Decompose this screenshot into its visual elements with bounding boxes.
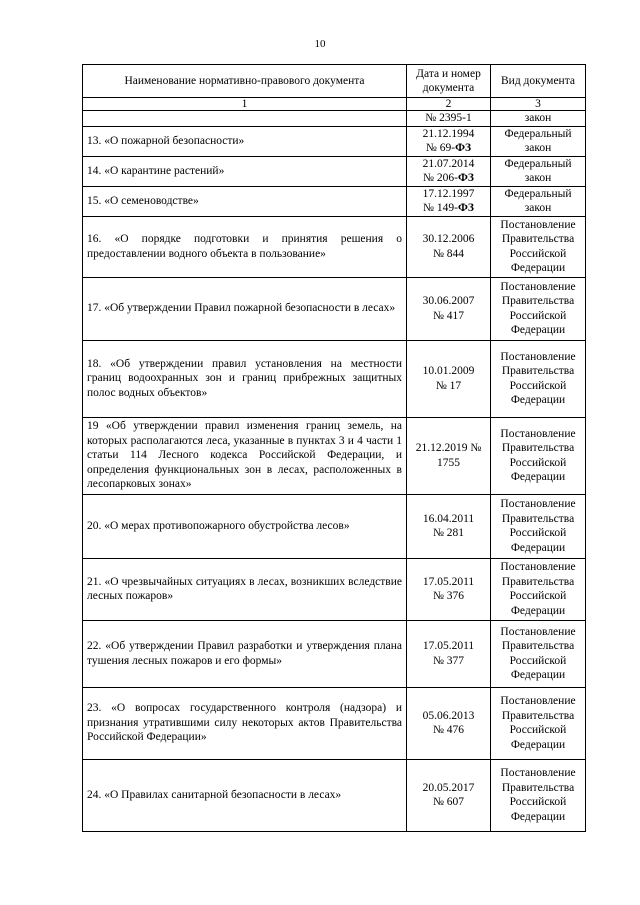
table-row — [83, 277, 586, 340]
document-date-number — [407, 186, 491, 216]
document-name: 23. «О вопросах государственного контроля (надзора) и признания утратившими силу некоторых актов Правительства Российской Федерации» — [83, 687, 407, 759]
continuation-row — [83, 111, 586, 127]
table-row — [83, 186, 586, 216]
document-date-number — [407, 156, 491, 186]
document-number: № 417 — [432, 309, 465, 322]
table-row — [83, 126, 586, 156]
document-name: 22. «Об утверждении Правил разработки и утверждения плана тушения лесных пожаров и его формы» — [83, 620, 407, 687]
header-name: Наименование нормативно-правового документа — [83, 65, 407, 98]
column-number-row — [83, 98, 586, 111]
document-name: 20. «О мерах противопожарного обустройства лесов» — [83, 494, 407, 558]
document-name: 19 «Об утверждении правил изменения границ земель, на которых располагаются леса, указанные в пунктах 3 и 4 части 1 статьи 114 Лесного кодекса Российской Федерации, и определения функциональных зон в лесах, расположенных в лесопарковых зонах» — [83, 417, 407, 494]
document-type: Постановление Правительства Российской Федерации — [491, 759, 586, 831]
document-name: 18. «Об утверждении правил установления на местности границ водоохранных зон и границ прибрежных защитных полос водных объектов» — [83, 340, 407, 417]
table-row — [83, 494, 586, 558]
table-row — [83, 620, 586, 687]
document-type: Федеральный закон — [491, 156, 586, 186]
column-number-1: 1 — [83, 98, 407, 111]
document-number: № 377 — [432, 654, 465, 667]
document-date-number — [407, 277, 491, 340]
page-number: 10 — [314, 38, 326, 50]
continuation-name — [83, 111, 407, 127]
document-number: № 206- — [423, 172, 458, 184]
document-type: Постановление Правительства Российской Федерации — [491, 620, 586, 687]
document-type: Постановление Правительства Российской Федерации — [491, 687, 586, 759]
document-date: 17.05.2011 — [422, 575, 475, 588]
document-date: 21.12.2019 № — [415, 442, 482, 454]
header-date: Дата и номер документа — [407, 65, 491, 98]
document-number: № 149- — [423, 202, 458, 214]
document-name: 21. «О чрезвычайных ситуациях в лесах, возникших вследствие лесных пожаров» — [83, 558, 407, 620]
document-fz-suffix: ФЗ — [457, 172, 474, 184]
document-date-number — [407, 620, 491, 687]
document-date: 21.12.1994 — [422, 127, 475, 140]
document-type: Постановление Правительства Российской Федерации — [491, 216, 586, 277]
column-number-3: 3 — [491, 98, 586, 111]
document-name: 13. «О пожарной безопасности» — [83, 126, 407, 156]
table-row — [83, 156, 586, 186]
document-date-number — [407, 126, 491, 156]
header-type: Вид документа — [491, 65, 586, 98]
table-row — [83, 340, 586, 417]
document-type: Постановление Правительства Российской Федерации — [491, 558, 586, 620]
continuation-date: № 2395-1 — [407, 111, 491, 127]
column-number-2: 2 — [407, 98, 491, 111]
document-date: 05.06.2013 — [422, 709, 475, 722]
table-header-row — [83, 65, 586, 98]
document-date-number — [407, 687, 491, 759]
document-name: 17. «Об утверждении Правил пожарной безопасности в лесах» — [83, 277, 407, 340]
document-date-number — [407, 340, 491, 417]
document-date: 21.07.2014 — [422, 157, 475, 170]
document-date: 17.05.2011 — [422, 640, 475, 652]
document-fz-suffix: ФЗ — [455, 142, 472, 154]
document-fz-suffix: ФЗ — [457, 202, 474, 214]
document-type: Постановление Правительства Российской Федерации — [491, 494, 586, 558]
table-row — [83, 759, 586, 831]
document-type: Постановление Правительства Российской Федерации — [491, 277, 586, 340]
table-row — [83, 687, 586, 759]
table-row — [83, 216, 586, 277]
document-number: № 69- — [425, 142, 456, 154]
document-number: № 607 — [432, 796, 465, 808]
document-date: 30.12.2006 — [422, 233, 475, 245]
table-row — [83, 558, 586, 620]
table-row — [83, 417, 586, 494]
document-type: Постановление Правительства Российской Федерации — [491, 340, 586, 417]
document-date-number — [407, 216, 491, 277]
document-type: Постановление Правительства Российской Федерации — [491, 417, 586, 494]
document-number: 1755 — [437, 456, 460, 469]
document-number: № 476 — [432, 724, 465, 736]
document-date-number — [407, 417, 491, 494]
document-date: 20.05.2017 — [422, 781, 475, 794]
document-name: 15. «О семеноводстве» — [83, 186, 407, 216]
legal-documents-table — [82, 64, 586, 832]
document-date-number — [407, 494, 491, 558]
document-date: 16.04.2011 — [422, 512, 475, 525]
document-date: 17.12.1997 — [422, 187, 475, 200]
document-name: 14. «О карантине растений» — [83, 156, 407, 186]
document-name: 16. «О порядке подготовки и принятия решения о предоставлении водного объекта в пользование» — [83, 216, 407, 277]
document-date: 30.06.2007 — [422, 295, 475, 307]
document-number: № 844 — [432, 247, 465, 260]
document-type: Федеральный закон — [491, 186, 586, 216]
document-date-number — [407, 759, 491, 831]
document-date: 10.01.2009 — [422, 365, 475, 377]
table-body — [83, 126, 586, 831]
continuation-type: закон — [491, 111, 586, 127]
document-number: № 17 — [435, 379, 462, 392]
document-type: Федеральный закон — [491, 126, 586, 156]
document-date-number — [407, 558, 491, 620]
document-number: № 376 — [432, 590, 465, 602]
document-name: 24. «О Правилах санитарной безопасности в лесах» — [83, 759, 407, 831]
document-number: № 281 — [432, 527, 465, 539]
